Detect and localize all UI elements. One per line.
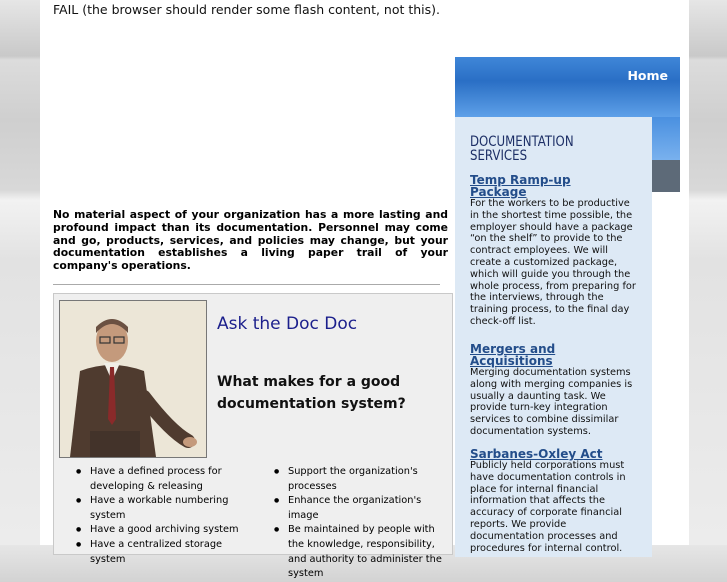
- ask-title: Ask the Doc Doc: [217, 314, 358, 334]
- service-link-sarbanes-oxley[interactable]: Sarbanes-Oxley Act: [470, 447, 603, 461]
- service-description: Publicly held corporations must have documentation controls in place for internal financial information that affects the accuracy of corporate financial reports. We provide documentation processes and procedures for internal control.: [470, 460, 626, 554]
- list-item: ● Have a centralized storage system: [76, 538, 256, 567]
- nav-accent-strip: [652, 117, 680, 160]
- service-sarbanes-oxley: [470, 448, 638, 554]
- services-heading: DOCUMENTATION SERVICES: [470, 134, 574, 164]
- service-description: For the workers to be productive in the shortest time possible, the employer should have a package “on the shelf” to provide to the contract employees. We will create a customized package, which will guide you through the whole process, from preparing for the interviews, through the training process, to the final day check-off list.: [470, 198, 636, 327]
- criteria-list-left: [76, 465, 256, 567]
- service-link-temp-ramp-up[interactable]: Temp Ramp-up Package: [470, 173, 571, 199]
- page-content: [40, 0, 689, 580]
- list-item: ● Have a defined process for developing & releasing: [76, 465, 256, 494]
- flash-fallback-message: FAIL (the browser should render some flash content, not this).: [53, 2, 441, 17]
- doc-doc-photo: [59, 300, 207, 458]
- criteria-list-right: [274, 465, 449, 582]
- ask-the-doc-doc-panel: [53, 293, 453, 580]
- list-item: ● Have a workable numbering system: [76, 494, 256, 523]
- service-link-mergers[interactable]: Mergers and Acquisitions: [470, 342, 556, 368]
- nav-bar: [455, 57, 680, 117]
- nav-dark-strip: [652, 160, 680, 192]
- nav-home-link[interactable]: Home: [627, 68, 668, 83]
- list-item: ● Have a good archiving system: [76, 523, 256, 538]
- service-temp-ramp-up: [470, 174, 638, 328]
- list-item: ● Support the organization's processes: [274, 465, 449, 494]
- list-item: ● Be maintained by people with the knowledge, responsibility, and authority to administer the system: [274, 523, 449, 581]
- ask-question: What makes for a good documentation system?: [217, 374, 406, 412]
- service-description: Merging documentation systems along with merging companies is usually a daunting task. We provide turn-key integration services to combine dissimilar documentation systems.: [470, 367, 633, 437]
- documentation-services-sidebar: [455, 117, 652, 557]
- divider: [53, 284, 440, 285]
- list-item: ● Enhance the organization's image: [274, 494, 449, 523]
- intro-paragraph: No material aspect of your organization has a more lasting and profound impact than its documentation. Personnel may come and go, products, services, and policies may change, but your documentation establishes a living paper trail of your company's operations.: [53, 208, 448, 273]
- service-mergers: [470, 343, 638, 438]
